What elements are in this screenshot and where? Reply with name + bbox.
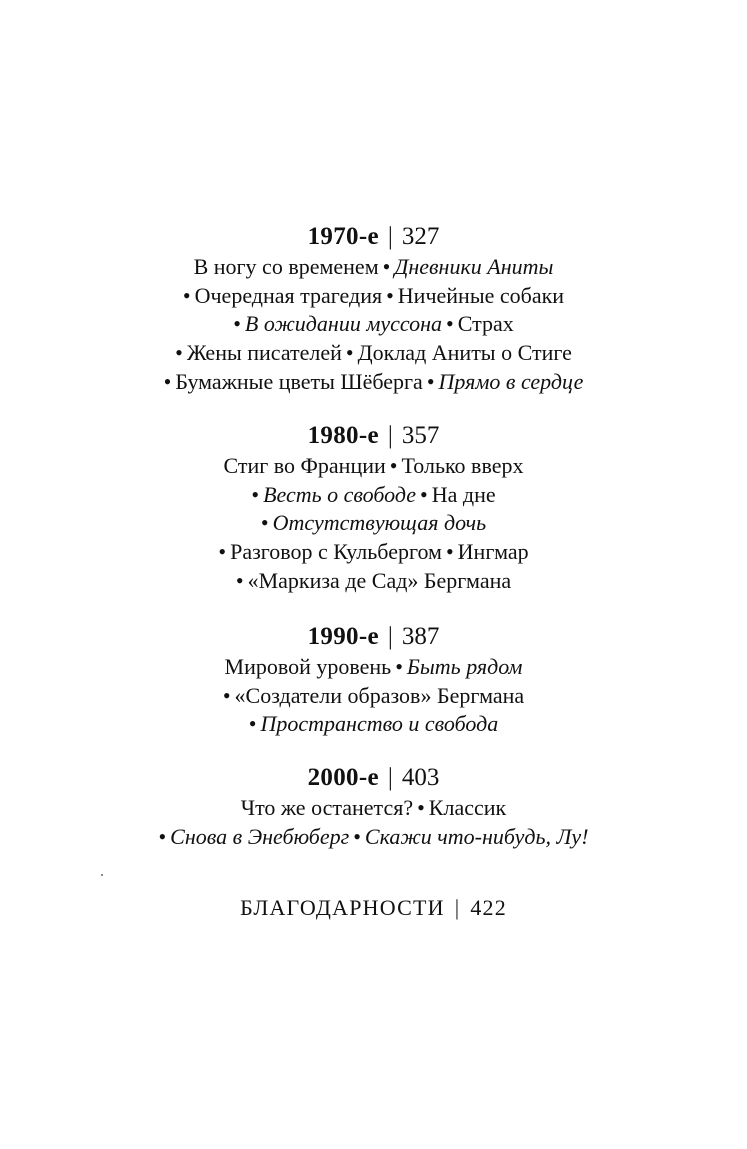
section-page-number: 327 bbox=[401, 223, 440, 250]
heading-separator: | bbox=[387, 623, 393, 650]
acknowledgements-page-number: 422 bbox=[470, 895, 507, 920]
bullet-separator: • bbox=[353, 823, 361, 849]
section-heading[interactable] bbox=[0, 421, 747, 450]
section-page-number: 357 bbox=[401, 422, 440, 449]
decade-title: 1970-е bbox=[307, 223, 379, 250]
bullet-separator: • bbox=[386, 282, 394, 308]
heading-separator: | bbox=[387, 764, 393, 791]
chapter-title[interactable]: На дне bbox=[431, 481, 496, 507]
toc-line bbox=[0, 823, 747, 852]
chapter-title[interactable]: Разговор с Кульбергом bbox=[230, 539, 442, 565]
bullet-separator: • bbox=[251, 481, 260, 507]
toc-line bbox=[0, 339, 747, 368]
toc-section bbox=[0, 763, 747, 851]
toc-line bbox=[0, 282, 747, 311]
chapter-title[interactable]: Ингмар bbox=[457, 539, 529, 565]
toc-line bbox=[0, 253, 747, 282]
bullet-separator: • bbox=[163, 368, 172, 394]
bullet-separator: • bbox=[248, 711, 257, 737]
chapter-title[interactable]: Дневники Аниты bbox=[394, 254, 554, 279]
chapter-title[interactable]: Мировой уровень bbox=[224, 654, 392, 679]
chapter-title[interactable]: В ногу со временем bbox=[193, 254, 379, 279]
chapter-title[interactable]: Пространство и свобода bbox=[260, 711, 499, 737]
decade-title: 2000-е bbox=[307, 764, 379, 791]
chapter-title[interactable]: Жены писателей bbox=[186, 340, 342, 366]
bullet-separator: • bbox=[417, 795, 425, 820]
toc-line bbox=[0, 794, 747, 823]
section-page-number: 403 bbox=[401, 764, 440, 791]
bullet-separator: • bbox=[446, 311, 454, 337]
bullet-separator: • bbox=[260, 510, 269, 536]
decade-title: 1980-е bbox=[307, 422, 379, 449]
acknowledgements-label: БЛАГОДАРНОСТИ bbox=[240, 895, 445, 920]
bullet-separator: • bbox=[233, 311, 241, 337]
chapter-title[interactable]: Доклад Аниты о Стиге bbox=[357, 340, 572, 366]
chapter-title[interactable]: «Маркиза де Сад» Бергмана bbox=[247, 567, 512, 593]
toc-line bbox=[0, 567, 747, 596]
toc-line bbox=[0, 538, 747, 567]
chapter-title[interactable]: Страх bbox=[457, 311, 514, 337]
acknowledgements-entry[interactable] bbox=[0, 893, 747, 922]
chapter-title[interactable]: Только вверх bbox=[401, 453, 524, 478]
toc-line bbox=[0, 509, 747, 538]
chapter-title[interactable]: В ожидании муссона bbox=[244, 311, 443, 337]
bullet-separator: • bbox=[235, 567, 244, 593]
toc-line bbox=[0, 653, 747, 682]
bullet-separator: • bbox=[182, 282, 191, 308]
chapter-title[interactable]: Отсутствующая дочь bbox=[272, 510, 487, 536]
toc-line bbox=[0, 452, 747, 481]
bullet-separator: • bbox=[382, 254, 391, 279]
section-page-number: 387 bbox=[401, 623, 440, 650]
chapter-title[interactable]: Очередная трагедия bbox=[194, 282, 383, 308]
bullet-separator: • bbox=[420, 481, 428, 507]
section-heading[interactable] bbox=[0, 222, 747, 251]
chapter-title[interactable]: Стиг во Франции bbox=[223, 453, 386, 478]
chapter-title[interactable]: Бумажные цветы Шёберга bbox=[175, 368, 423, 394]
decade-title: 1990-е bbox=[307, 623, 379, 650]
chapter-title[interactable]: Прямо в сердце bbox=[438, 368, 584, 394]
toc-line bbox=[0, 481, 747, 510]
bullet-separator: • bbox=[395, 654, 403, 679]
bullet-separator: • bbox=[426, 368, 435, 394]
section-heading[interactable] bbox=[0, 763, 747, 792]
toc-line bbox=[0, 682, 747, 711]
heading-separator: | bbox=[387, 422, 393, 449]
chapter-title[interactable]: Скажи что-нибудь, Лу! bbox=[364, 823, 589, 849]
chapter-title[interactable]: Весть о свободе bbox=[263, 481, 417, 507]
chapter-title[interactable]: Классик bbox=[428, 795, 507, 820]
chapter-title[interactable]: «Создатели образов» Бергмана bbox=[234, 682, 525, 708]
bullet-separator: • bbox=[222, 682, 231, 708]
bullet-separator: • bbox=[389, 453, 398, 478]
section-heading[interactable] bbox=[0, 622, 747, 651]
print-speck bbox=[101, 874, 103, 876]
heading-separator: | bbox=[387, 223, 393, 250]
toc-section bbox=[0, 222, 747, 396]
chapter-title[interactable]: Что же останется? bbox=[240, 795, 414, 820]
toc-line bbox=[0, 710, 747, 739]
toc-section bbox=[0, 421, 747, 595]
bullet-separator: • bbox=[158, 823, 167, 849]
chapter-title[interactable]: Снова в Энебюберг bbox=[170, 823, 350, 849]
chapter-title[interactable]: Ничейные собаки bbox=[397, 282, 565, 308]
acknowledgements-separator: | bbox=[454, 895, 461, 920]
bullet-separator: • bbox=[345, 340, 354, 366]
toc-section bbox=[0, 622, 747, 739]
bullet-separator: • bbox=[218, 539, 227, 565]
bullet-separator: • bbox=[445, 539, 454, 565]
chapter-title[interactable]: Быть рядом bbox=[406, 654, 523, 679]
toc-line bbox=[0, 368, 747, 397]
bullet-separator: • bbox=[175, 340, 183, 366]
toc-line bbox=[0, 310, 747, 339]
